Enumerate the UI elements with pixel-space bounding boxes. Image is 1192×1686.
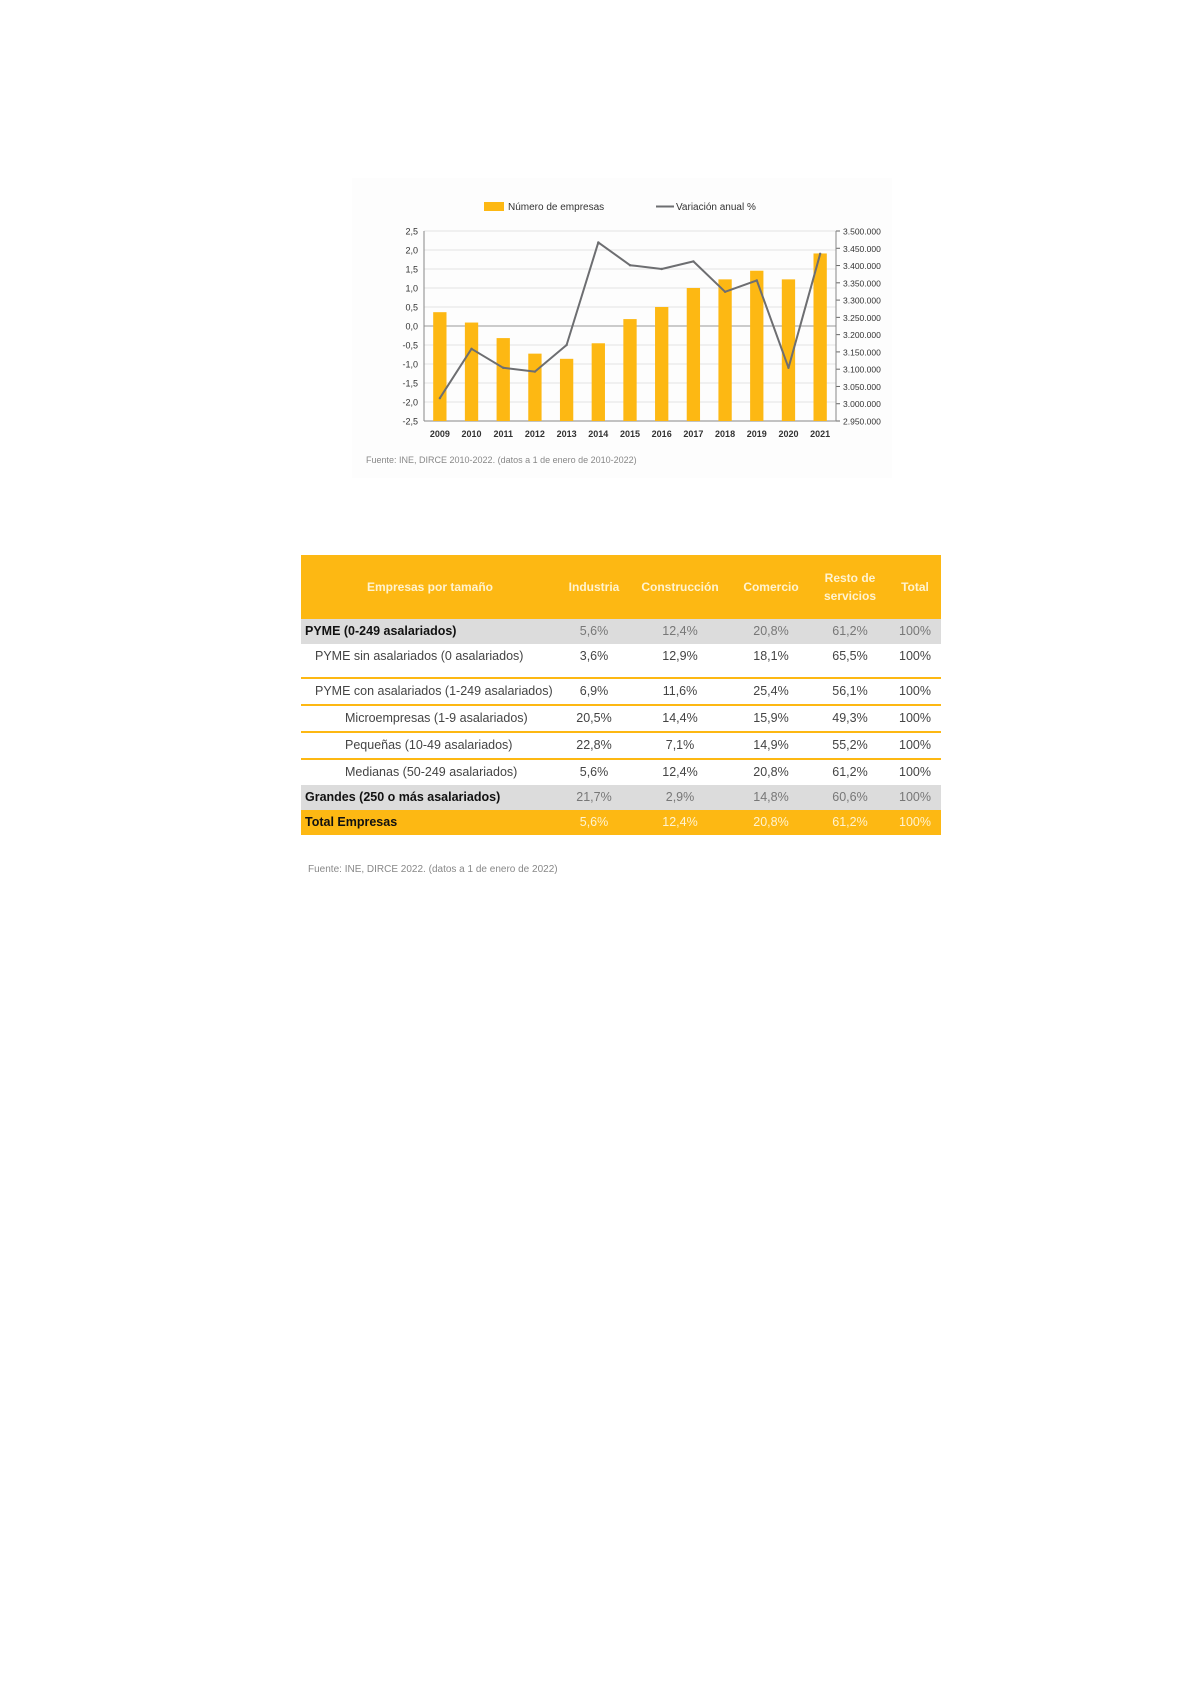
cell: 5,6% [559,619,629,644]
cell: 11,6% [629,678,731,705]
x-tick-label: 2015 [619,429,641,439]
left-tick-label: -2,5 [402,416,418,427]
row-label: PYME sin asalariados (0 asalariados) [301,644,559,678]
cell: 20,8% [731,619,811,644]
bar [497,338,510,421]
cell: 12,4% [662,765,698,779]
cell: 60,6% [811,785,889,810]
cell: 49,3% [811,705,889,732]
table-row [301,785,941,810]
x-tick-label: 2016 [651,429,672,439]
x-tick-label: 2021 [810,429,831,439]
table-row [301,619,941,644]
cell: 22,8% [559,732,629,759]
right-tick-label: 3.250.000 [843,312,881,323]
header-resto-servicios: Resto de servicios [811,555,889,619]
bar [687,288,700,421]
cell: 100% [899,765,931,779]
left-tick-label: -2,0 [402,397,418,408]
cell: 5,6% [579,765,609,779]
legend-label: Variación anual % [676,202,756,213]
cell: 7,1% [629,732,731,759]
cell: 100% [889,644,941,678]
cell: 20,8% [753,765,789,779]
left-tick-label: 1,0 [405,283,418,294]
cell: 100% [889,705,941,732]
cell: 61,2% [811,619,889,644]
cell: 5,6% [559,810,629,835]
bar [528,354,541,421]
header-comercio: Comercio [731,555,811,619]
line-point [565,344,567,346]
cell: 25,4% [731,678,811,705]
cell: 14,8% [731,785,811,810]
cell: 65,5% [811,644,889,678]
line-point [756,279,758,281]
cell: 12,4% [629,619,731,644]
line-point [724,291,726,293]
table-header-row [301,555,941,619]
bar [560,359,573,421]
x-tick-label: 2013 [556,429,577,439]
x-tick-label: 2018 [715,429,736,439]
cell: 6,9% [559,678,629,705]
table-row [301,732,941,759]
header-construccion: Construcción [629,555,731,619]
legend-label: Número de empresas [508,202,605,213]
cell: 100% [889,732,941,759]
cell: 2,9% [629,785,731,810]
x-tick-label: 2019 [746,429,767,439]
bar [433,312,446,421]
row-label [301,678,559,705]
x-tick-label: 2020 [778,429,799,439]
bar [623,319,636,421]
header-total: Total [889,555,941,619]
right-tick-label: 3.400.000 [843,261,881,272]
left-tick-label: 1,5 [405,264,418,275]
table-source-note: Fuente: INE, DIRCE 2022. (datos a 1 de enero de 2022) [308,864,558,875]
line-point [502,367,504,369]
cell: 100% [889,785,941,810]
cell: 100% [889,619,941,644]
right-tick-label: 3.500.000 [843,226,881,237]
chart-source-note: Fuente: INE, DIRCE 2010-2022. (datos a 1 de enero de 2010-2022) [366,455,637,465]
left-tick-label: 2,5 [405,226,418,237]
right-tick-label: 3.300.000 [843,295,881,306]
table-row [301,705,941,732]
row-label: Grandes (250 o más asalariados) [301,785,559,810]
cell: 12,4% [629,810,731,835]
right-tick-label: 3.000.000 [843,399,881,410]
right-tick-label: 3.200.000 [843,330,881,341]
cell: 61,2% [811,810,889,835]
cell: 100% [889,678,941,705]
row-label: Pequeñas (10-49 asalariados) [301,732,559,759]
cell: 15,9% [731,705,811,732]
x-tick-label: 2010 [461,429,482,439]
table-row [301,759,941,785]
right-tick-label: 3.100.000 [843,364,881,375]
x-tick-label: 2012 [524,429,545,439]
cell: 14,9% [731,732,811,759]
table-row [301,644,941,678]
x-tick-label: 2011 [493,429,513,439]
cell: 56,1% [811,678,889,705]
line-point [787,367,789,369]
company-size-table [301,555,941,835]
left-tick-label: 0,0 [405,321,418,332]
line-point [819,253,821,255]
bar [465,323,478,421]
bar [655,307,668,421]
cell: 20,5% [559,705,629,732]
x-tick-label: 2017 [683,429,704,439]
left-tick-label: -1,0 [402,359,418,370]
line-point [629,264,631,266]
cell: 3,6% [559,644,629,678]
row-label: PYME (0-249 asalariados) [301,619,559,644]
header-industria: Industria [559,555,629,619]
bar [592,343,605,421]
table-row [301,678,941,705]
left-tick-label: -1,5 [402,378,418,389]
right-tick-label: 2.950.000 [843,416,881,427]
header-size: Empresas por tamaño [301,555,559,619]
line-point [597,241,599,243]
cell: 55,2% [811,732,889,759]
legend-swatch-bar [484,202,504,211]
line-point [439,397,441,399]
left-tick-label: 0,5 [405,302,418,313]
cell: 61,2% [832,765,868,779]
bar [813,253,826,421]
bar [718,279,731,421]
x-tick-label: 2014 [588,429,609,439]
cell: 100% [889,810,941,835]
cell: 18,1% [731,644,811,678]
row-label-text: PYME con asalariados (1-249 asalariados) [315,684,553,698]
table-row-total [301,810,941,835]
right-tick-label: 3.150.000 [843,347,881,358]
line-point [534,370,536,372]
row-label: Microempresas (1-9 asalariados) [301,705,559,732]
left-tick-label: 2,0 [405,245,418,256]
right-tick-label: 3.350.000 [843,278,881,289]
cell: 12,9% [629,644,731,678]
line-point [470,348,472,350]
chart-figure [352,178,892,478]
row-label: Medianas (50-249 asalariados) [345,765,518,779]
row-label: Total Empresas [301,810,559,835]
cell: 14,4% [629,705,731,732]
line-point [660,268,662,270]
x-tick-label: 2009 [429,429,450,439]
combo-chart [352,178,892,478]
cell: 20,8% [731,810,811,835]
right-tick-label: 3.050.000 [843,381,881,392]
left-tick-label: -0,5 [402,340,418,351]
cell: 21,7% [559,785,629,810]
line-point [692,260,694,262]
right-tick-label: 3.450.000 [843,243,881,254]
